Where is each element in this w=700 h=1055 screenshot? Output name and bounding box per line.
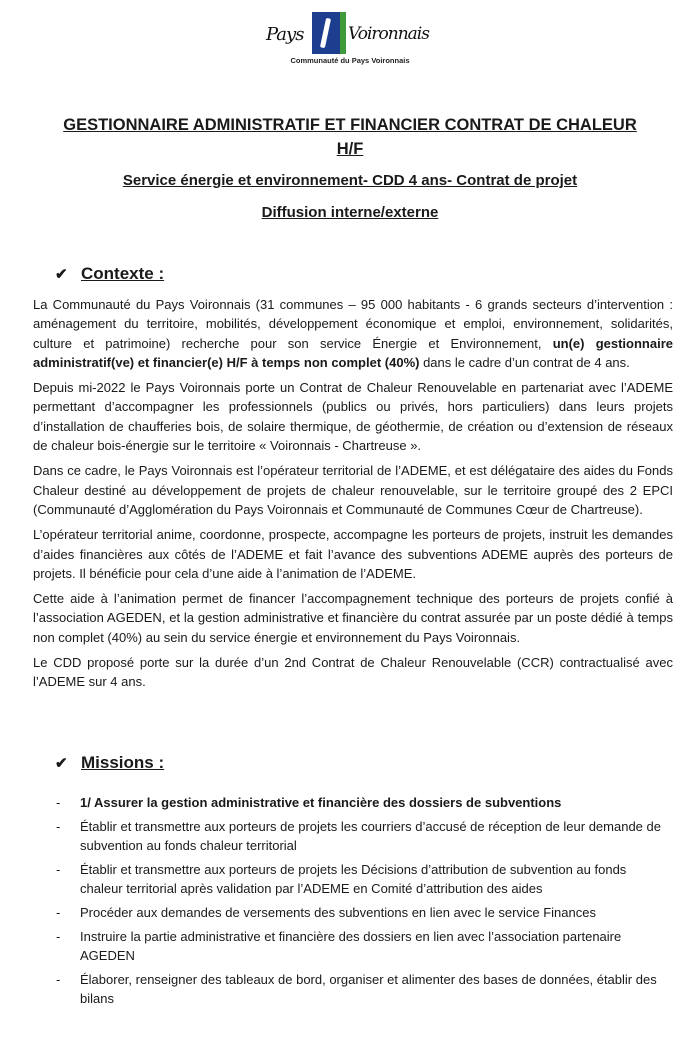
logo-word-right: Voironnais	[348, 24, 429, 44]
list-item: - Procéder aux demandes de versements des subventions en lien avec le service Finances	[56, 905, 596, 920]
pays-voironnais-logo	[262, 10, 432, 68]
logo-green-stripe	[340, 12, 346, 54]
diffusion-subtitle: Diffusion interne/externe	[261, 204, 439, 221]
list-item: - 1/ Assurer la gestion administrative et financière des dossiers de subventions	[56, 795, 562, 810]
list-item: - Instruire la partie administrative et financière des dossiers en lien avec l’association partenaire AGEDEN	[56, 929, 622, 963]
job-title: GESTIONNAIRE ADMINISTRATIF ET FINANCIER CONTRAT DE CHALEUR H/F	[63, 116, 637, 158]
contexte-heading-label: Contexte :	[81, 264, 165, 283]
list-item: - Établir et transmettre aux porteurs de projets les Décisions d’attribution de subvention au fonds chaleur territorial après validation par l’ADEME en Comité d’attribution des aides	[56, 862, 627, 896]
contexte-paragraph-5: Cette aide à l’animation permet de financer l’accompagnement technique des porteurs de projets confié à l’association AGEDEN, et la gestion administrative et financière du contrat assurée par un poste dédié à temps non complet (40%) au sein du service énergie et environnement du Pays Voironnais.	[33, 591, 673, 645]
contexte-paragraph-1: La Communauté du Pays Voironnais (31 communes – 95 000 habitants - 6 grands secteurs d’intervention : aménagement du territoire, mobilités, développement économique et emploi, environnement, solidarités, culture et patrimoine) recherche pour son service Énergie et Environnement, un(e) gestionnaire administratif(ve) et financier(e) H/F à temps non complet (40%) dans le cadre d’un contrat de 4 ans.	[33, 297, 673, 370]
list-item: - Élaborer, renseigner des tableaux de bord, organiser et alimenter des bases de données, établir des bilans	[56, 972, 657, 1006]
checkmark-icon: ✔	[55, 266, 68, 283]
contexte-body	[33, 295, 673, 698]
checkmark-icon: ✔	[55, 755, 68, 772]
missions-list	[56, 793, 676, 1013]
contexte-paragraph-6: Le CDD proposé porte sur la durée d’un 2nd Contrat de Chaleur Renouvelable (CCR) contractualisé avec l’ADEME sur 4 ans.	[33, 655, 673, 690]
contexte-paragraph-4: L’opérateur territorial anime, coordonne, prospecte, accompagne les porteurs de projets, instruit les demandes d’aides financières aux côtés de l’ADEME et fait l’avance des subventions ADEME auprès des porteurs de projets. Il bénéficie pour cela d’une aide à l’animation de l’ADEME.	[33, 527, 673, 581]
highlighted-position: un(e) gestionnaire administratif(ve) et financier(e) H/F à temps non complet (40%)	[33, 335, 673, 370]
logo-subtitle: Communauté du Pays Voironnais	[290, 56, 410, 65]
missions-heading	[55, 753, 164, 773]
contexte-paragraph-2: Depuis mi-2022 le Pays Voironnais porte un Contrat de Chaleur Renouvelable en partenariat avec l’ADEME permettant d’accompagner les professionnels (publics ou privés, hors particuliers) dans leurs projets d’installation de chaufferies bois, de solaire thermique, de géothermie, de création ou d’extension de réseaux de chaleur bois-énergie sur le territoire « Voironnais - Chartreuse ».	[33, 380, 673, 454]
list-item: - Établir et transmettre aux porteurs de projets les courriers d’accusé de réception de leur demande de subvention au fonds chaleur territorial	[56, 819, 661, 853]
logo-word-left: Pays	[266, 24, 304, 45]
contexte-paragraph-3: Dans ce cadre, le Pays Voironnais est l’opérateur territorial de l’ADEME, et est délégataire des aides du Fonds Chaleur destiné au développement de projets de chaleur renouvelable, sur le territoire groupé des 2 EPCI (Communauté d’Agglomération du Pays Voironnais et Communauté de Communes Cœur de Chartreuse).	[33, 463, 673, 517]
contexte-heading	[55, 264, 164, 284]
service-subtitle: Service énergie et environnement- CDD 4 ans- Contrat de projet	[122, 172, 578, 189]
missions-heading-label: Missions :	[81, 753, 165, 772]
